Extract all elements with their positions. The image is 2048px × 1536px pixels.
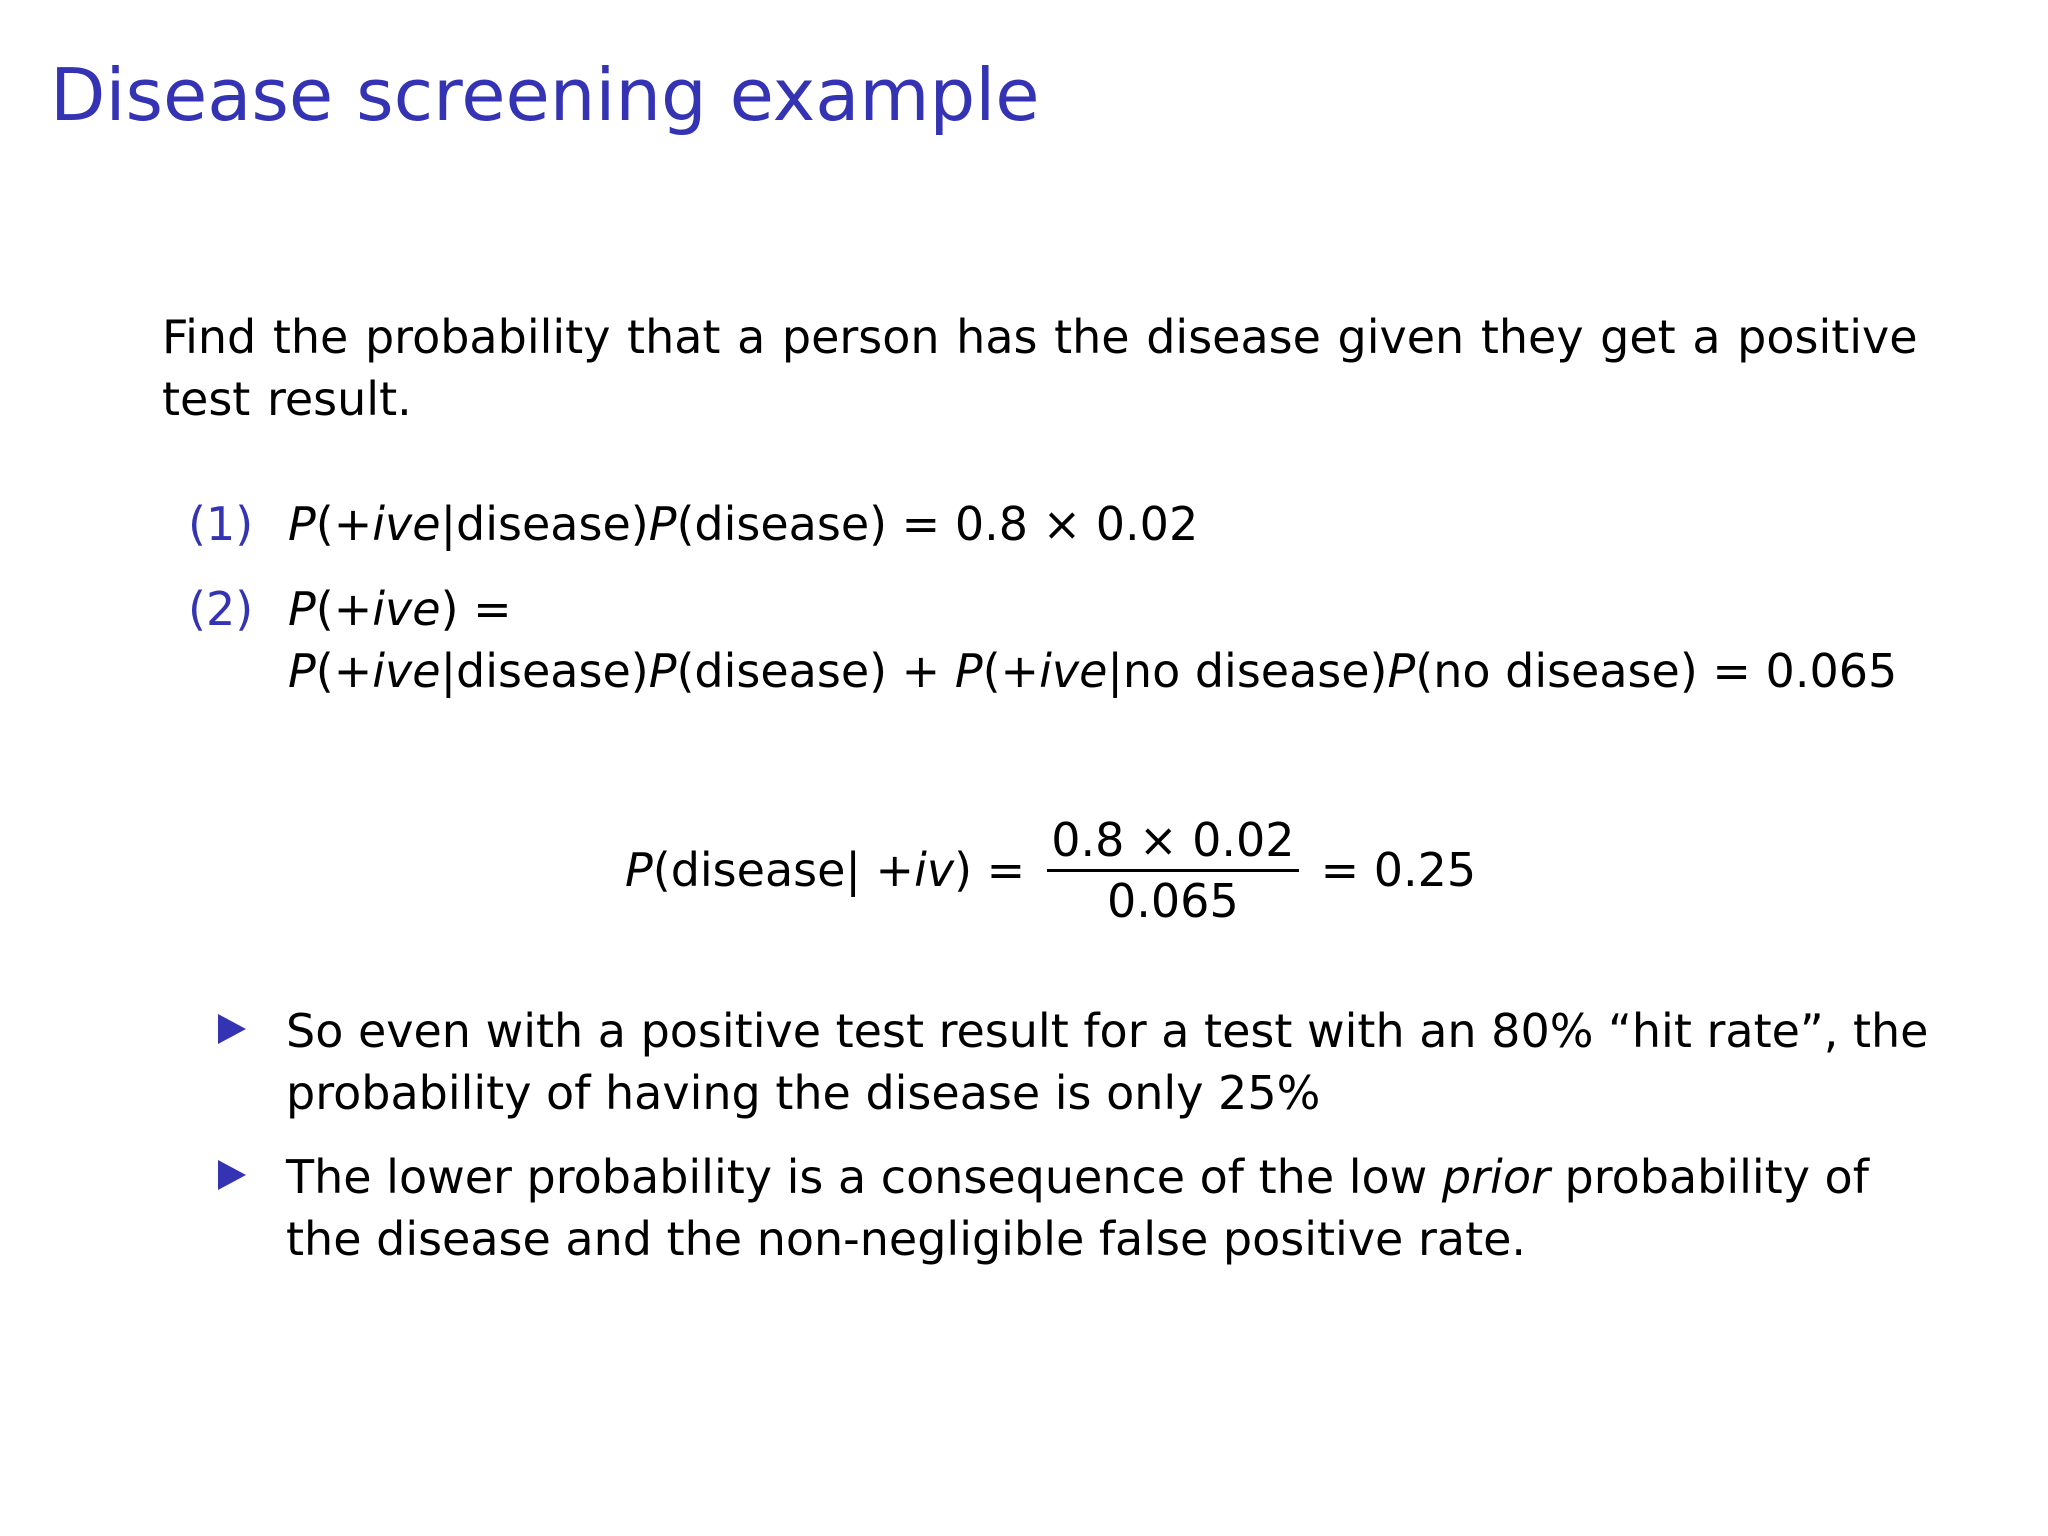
eq-token: (+ bbox=[315, 644, 373, 698]
eq-token: P bbox=[648, 644, 677, 698]
step-equation-2-line-1 bbox=[288, 578, 512, 640]
display-equation bbox=[625, 800, 1476, 940]
eq-token: (disease) + bbox=[676, 644, 955, 698]
triangle-right-icon bbox=[218, 1160, 246, 1190]
step-number-1: (1) bbox=[188, 497, 254, 551]
eq-token: P bbox=[1387, 644, 1416, 698]
bullet-item bbox=[218, 1000, 1938, 1124]
eq-token: ive bbox=[372, 582, 441, 636]
eq-token: |disease) bbox=[440, 644, 649, 698]
bullet-emphasis: prior bbox=[1441, 1150, 1550, 1204]
bullet-text-after: probability of the disease and the non-negligible false positive rate. bbox=[286, 1150, 1869, 1266]
step-equation-1 bbox=[288, 493, 1198, 555]
intro-text: Find the probability that a person has the disease given they get a positive test result. bbox=[162, 310, 1918, 426]
eq-token: ) = bbox=[440, 582, 512, 636]
eq-token: (disease) = 0.8 × 0.02 bbox=[676, 497, 1199, 551]
bullet-text: So even with a positive test result for a test with an 80% “hit rate”, the probability of having the disease is only 25% bbox=[286, 1004, 1929, 1120]
eq-token: P bbox=[288, 497, 316, 551]
eq-token: |no disease) bbox=[1107, 644, 1388, 698]
eq-token: ive bbox=[1039, 644, 1108, 698]
eq-token: (no disease) = 0.065 bbox=[1415, 644, 1898, 698]
eq-token: (+ bbox=[315, 497, 373, 551]
display-lhs-rest: (disease| + bbox=[652, 843, 915, 897]
display-lhs-p: P bbox=[625, 843, 653, 897]
step-equation-2-line-2 bbox=[288, 640, 1897, 702]
display-result: = 0.25 bbox=[1320, 843, 1477, 897]
eq-token: ive bbox=[372, 644, 441, 698]
display-lhs-iv: iv bbox=[914, 843, 955, 897]
bullet-item bbox=[218, 1146, 1938, 1270]
fraction-numerator: 0.8 × 0.02 bbox=[1051, 812, 1295, 867]
eq-token: P bbox=[288, 582, 316, 636]
eq-token: (+ bbox=[315, 582, 373, 636]
eq-token: ive bbox=[372, 497, 441, 551]
eq-token: P bbox=[648, 497, 677, 551]
eq-token: |disease) bbox=[440, 497, 649, 551]
eq-token: P bbox=[954, 644, 983, 698]
bullet-text: The lower probability is a consequence of the low bbox=[286, 1150, 1442, 1204]
display-lhs-close: ) = bbox=[954, 843, 1026, 897]
fraction bbox=[1047, 811, 1298, 930]
slide-title: Disease screening example bbox=[50, 53, 1040, 137]
step-number-2: (2) bbox=[188, 582, 254, 636]
eq-token: P bbox=[288, 644, 316, 698]
bullet-list bbox=[218, 1000, 1938, 1292]
triangle-right-icon bbox=[218, 1014, 246, 1044]
fraction-denominator: 0.065 bbox=[1107, 873, 1239, 928]
eq-token: (+ bbox=[982, 644, 1040, 698]
